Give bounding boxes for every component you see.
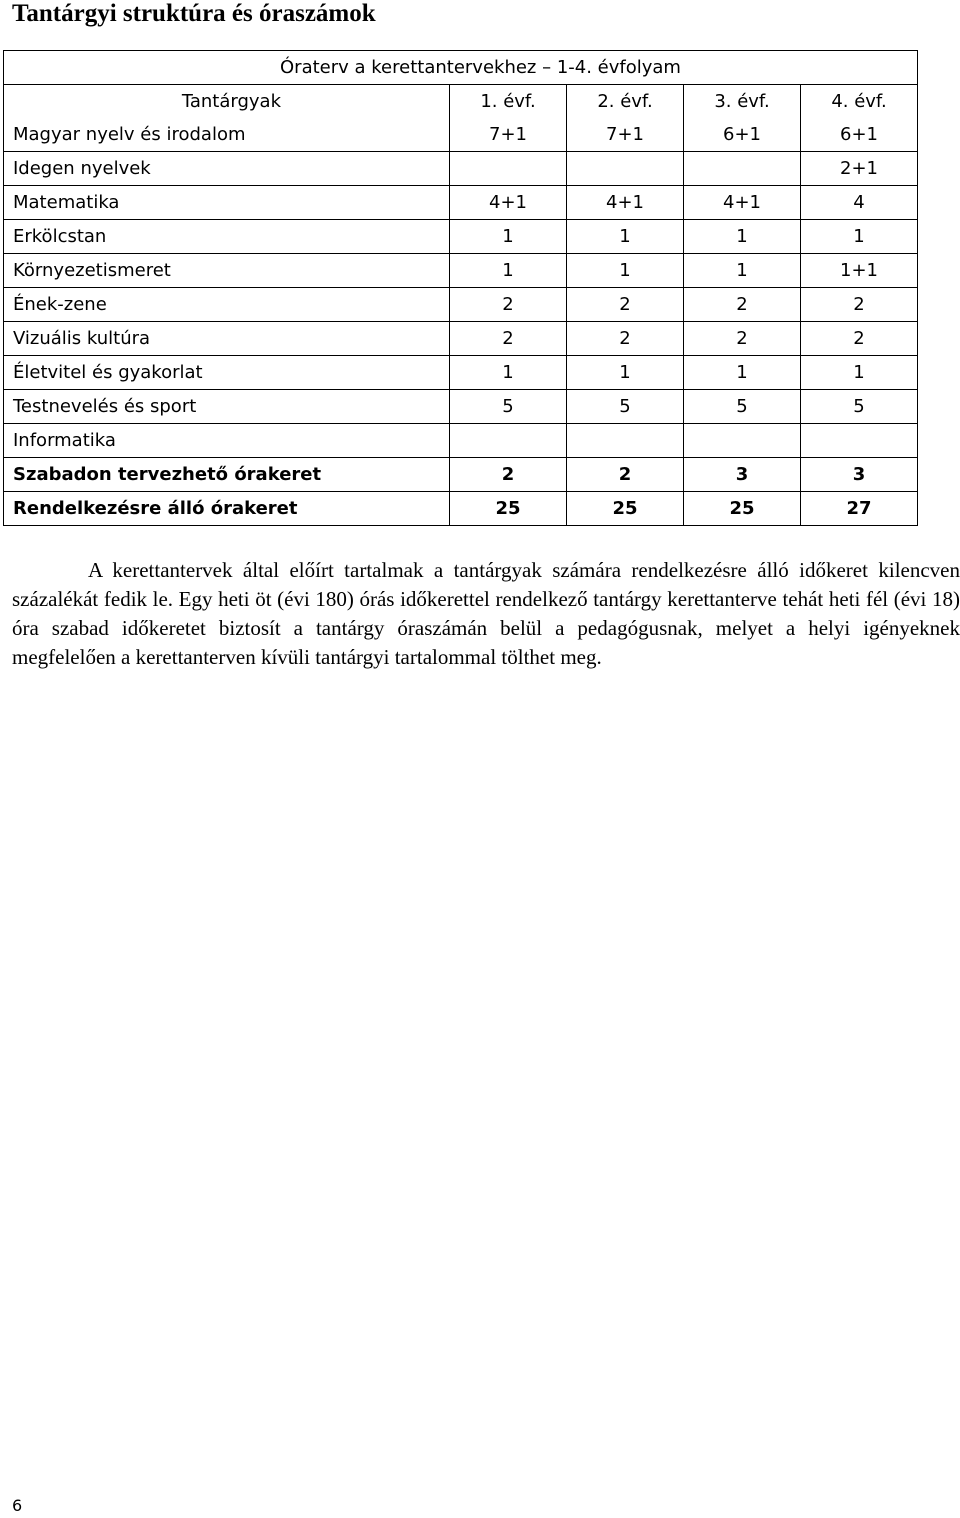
table-row bbox=[4, 220, 918, 254]
header-grade-3: 3. évf. bbox=[684, 85, 801, 119]
table-row bbox=[4, 118, 918, 152]
header-grade-1: 1. évf. bbox=[450, 85, 567, 119]
table-row bbox=[4, 254, 918, 288]
hours-cell: 1 bbox=[684, 254, 801, 288]
table-row bbox=[4, 390, 918, 424]
hours-cell: 2 bbox=[567, 458, 684, 492]
hours-cell: 6+1 bbox=[684, 118, 801, 152]
hours-cell: 5 bbox=[684, 390, 801, 424]
hours-cell bbox=[450, 424, 567, 458]
subject-cell: Szabadon tervezhető órakeret bbox=[4, 458, 450, 492]
hours-cell: 25 bbox=[684, 492, 801, 526]
table-row bbox=[4, 288, 918, 322]
hours-cell: 5 bbox=[567, 390, 684, 424]
subject-cell: Környezetismeret bbox=[4, 254, 450, 288]
subject-cell: Életvitel és gyakorlat bbox=[4, 356, 450, 390]
hours-cell: 4+1 bbox=[684, 186, 801, 220]
table-row bbox=[4, 322, 918, 356]
subject-cell: Testnevelés és sport bbox=[4, 390, 450, 424]
hours-cell: 2 bbox=[801, 288, 918, 322]
hours-cell bbox=[567, 152, 684, 186]
hours-cell: 5 bbox=[801, 390, 918, 424]
hours-cell bbox=[801, 424, 918, 458]
curriculum-hours-table bbox=[3, 50, 918, 526]
header-subject: Tantárgyak bbox=[4, 85, 450, 119]
hours-cell: 4+1 bbox=[450, 186, 567, 220]
subject-cell: Rendelkezésre álló órakeret bbox=[4, 492, 450, 526]
table-row bbox=[4, 424, 918, 458]
table-header-row bbox=[4, 85, 918, 119]
hours-cell: 2 bbox=[684, 288, 801, 322]
subject-cell: Vizuális kultúra bbox=[4, 322, 450, 356]
page-title: Tantárgyi struktúra és óraszámok bbox=[12, 0, 376, 27]
subject-cell: Informatika bbox=[4, 424, 450, 458]
subject-cell: Magyar nyelv és irodalom bbox=[4, 118, 450, 152]
hours-cell: 1 bbox=[567, 220, 684, 254]
hours-cell: 2 bbox=[567, 322, 684, 356]
hours-cell: 2 bbox=[684, 322, 801, 356]
hours-cell: 25 bbox=[450, 492, 567, 526]
table-row bbox=[4, 492, 918, 526]
hours-cell: 25 bbox=[567, 492, 684, 526]
hours-cell: 1 bbox=[450, 220, 567, 254]
hours-cell: 2 bbox=[450, 288, 567, 322]
hours-cell: 7+1 bbox=[567, 118, 684, 152]
hours-cell: 1 bbox=[567, 356, 684, 390]
table-caption: Óraterv a kerettantervekhez – 1-4. évfolyam bbox=[4, 51, 918, 85]
hours-cell: 1 bbox=[567, 254, 684, 288]
hours-cell: 1 bbox=[801, 220, 918, 254]
hours-cell: 2+1 bbox=[801, 152, 918, 186]
hours-cell: 5 bbox=[450, 390, 567, 424]
table-row bbox=[4, 458, 918, 492]
hours-cell: 7+1 bbox=[450, 118, 567, 152]
hours-cell: 4+1 bbox=[567, 186, 684, 220]
hours-cell: 2 bbox=[567, 288, 684, 322]
subject-cell: Idegen nyelvek bbox=[4, 152, 450, 186]
hours-cell: 1 bbox=[684, 356, 801, 390]
table-row bbox=[4, 152, 918, 186]
hours-cell: 2 bbox=[801, 322, 918, 356]
hours-cell bbox=[684, 424, 801, 458]
hours-cell: 1 bbox=[684, 220, 801, 254]
hours-cell: 2 bbox=[450, 458, 567, 492]
subject-cell: Matematika bbox=[4, 186, 450, 220]
hours-cell: 2 bbox=[450, 322, 567, 356]
body-paragraph: A kerettantervek által előírt tartalmak a tantárgyak számára rendelkezésre álló időkeret kilencven százalékát fedik le. Egy heti öt (évi 180) órás időkerettel rendelkező tantárgy kerettanterve tehát heti fél (évi 18) óra szabad időkeretet biztosít a tantárgy óraszámán belül a pedagógusnak, melyet a helyi igényeknek megfelelően a kerettanterven kívüli tantárgyi tartalommal tölthet meg. bbox=[12, 558, 960, 669]
hours-cell: 4 bbox=[801, 186, 918, 220]
hours-cell: 6+1 bbox=[801, 118, 918, 152]
hours-cell: 1+1 bbox=[801, 254, 918, 288]
header-grade-4: 4. évf. bbox=[801, 85, 918, 119]
hours-cell bbox=[450, 152, 567, 186]
page-number: 6 bbox=[12, 1496, 23, 1515]
hours-cell: 1 bbox=[450, 254, 567, 288]
hours-cell bbox=[684, 152, 801, 186]
table-row bbox=[4, 186, 918, 220]
hours-cell: 1 bbox=[450, 356, 567, 390]
hours-cell: 3 bbox=[684, 458, 801, 492]
header-grade-2: 2. évf. bbox=[567, 85, 684, 119]
table-caption-row bbox=[4, 51, 918, 85]
hours-cell: 27 bbox=[801, 492, 918, 526]
table-row bbox=[4, 356, 918, 390]
subject-cell: Erkölcstan bbox=[4, 220, 450, 254]
hours-cell: 1 bbox=[801, 356, 918, 390]
subject-cell: Ének-zene bbox=[4, 288, 450, 322]
hours-cell: 3 bbox=[801, 458, 918, 492]
hours-cell bbox=[567, 424, 684, 458]
